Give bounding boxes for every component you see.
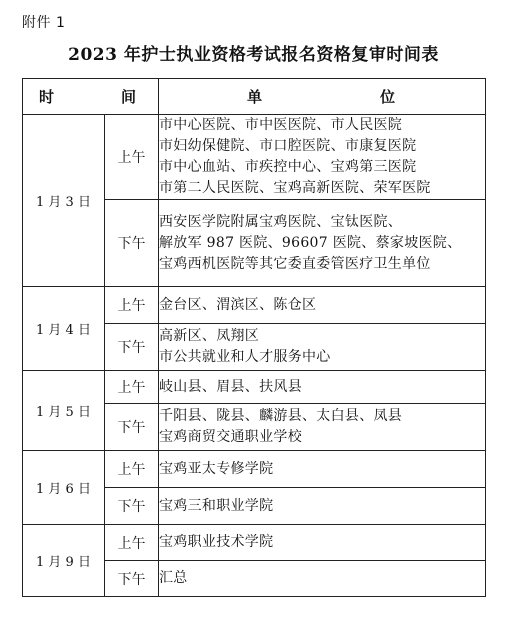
date-cell: 1 月 9 日: [23, 525, 105, 597]
half-day-cell: 上午: [105, 287, 159, 324]
half-day-cell: 下午: [105, 561, 159, 597]
date-cell: 1 月 5 日: [23, 371, 105, 451]
units-cell: [159, 451, 486, 488]
units-cell: [159, 488, 486, 525]
page-title: 2023 年护士执业资格考试报名资格复审时间表: [68, 45, 439, 65]
unit-line: 市第二人民医院、宝鸡高新医院、荣军医院: [159, 180, 431, 196]
header-time-left: 时: [39, 88, 55, 106]
header-unit-left: 单: [247, 88, 263, 106]
half-day-cell: 下午: [105, 324, 159, 371]
half-day-cell: 上午: [105, 451, 159, 488]
half-day-cell: 上午: [105, 115, 159, 200]
date-cell: 1 月 3 日: [23, 115, 105, 287]
unit-line: 高新区、凤翔区: [159, 328, 260, 344]
unit-line: 西安医学院附属宝鸡医院、宝钛医院、: [159, 213, 403, 230]
unit-line: 岐山县、眉县、扶风县: [159, 378, 302, 395]
header-time-right: 间: [120, 88, 136, 106]
unit-line: 市中心医院、市中医医院、市人民医院: [159, 117, 403, 133]
units-cell: [159, 287, 486, 324]
units-cell: [159, 371, 486, 404]
schedule-table: [22, 78, 486, 597]
unit-line: 市公共就业和人才服务中心: [159, 349, 331, 365]
table-row: [23, 287, 486, 324]
header-unit: [159, 79, 486, 115]
header-time: [23, 79, 159, 115]
unit-line: 千阳县、陇县、麟游县、太白县、凤县: [159, 408, 403, 424]
unit-line: 宝鸡西机医院等其它委直委管医疗卫生单位: [159, 255, 431, 272]
table-row: [23, 451, 486, 488]
half-day-cell: 下午: [105, 200, 159, 287]
units-cell: [159, 200, 486, 287]
table-header-row: [23, 79, 486, 115]
unit-line: 宝鸡商贸交通职业学校: [159, 429, 302, 445]
unit-line: 解放军 987 医院、96607 医院、蔡家坡医院、: [159, 234, 462, 251]
unit-line: 市中心血站、市疾控中心、宝鸡第三医院: [159, 159, 417, 175]
table-row: [23, 115, 486, 200]
units-cell: [159, 525, 486, 561]
units-cell: [159, 115, 486, 200]
half-day-cell: 下午: [105, 488, 159, 525]
half-day-cell: 上午: [105, 371, 159, 404]
unit-line: 市妇幼保健院、市口腔医院、市康复医院: [159, 138, 417, 154]
date-cell: 1 月 6 日: [23, 451, 105, 525]
date-cell: 1 月 4 日: [23, 287, 105, 371]
table-row: [23, 525, 486, 561]
table-row: [23, 371, 486, 404]
half-day-cell: 下午: [105, 404, 159, 451]
unit-line: 宝鸡三和职业学院: [159, 497, 274, 514]
half-day-cell: 上午: [105, 525, 159, 561]
attachment-label: 附件 1: [22, 15, 66, 31]
units-cell: [159, 561, 486, 597]
units-cell: [159, 404, 486, 451]
unit-line: 宝鸡亚太专修学院: [159, 460, 274, 477]
unit-line: 汇总: [159, 570, 188, 586]
header-unit-right: 位: [379, 88, 395, 106]
unit-line: 宝鸡职业技术学院: [159, 534, 274, 550]
units-cell: [159, 324, 486, 371]
unit-line: 金台区、渭滨区、陈仓区: [159, 296, 317, 313]
